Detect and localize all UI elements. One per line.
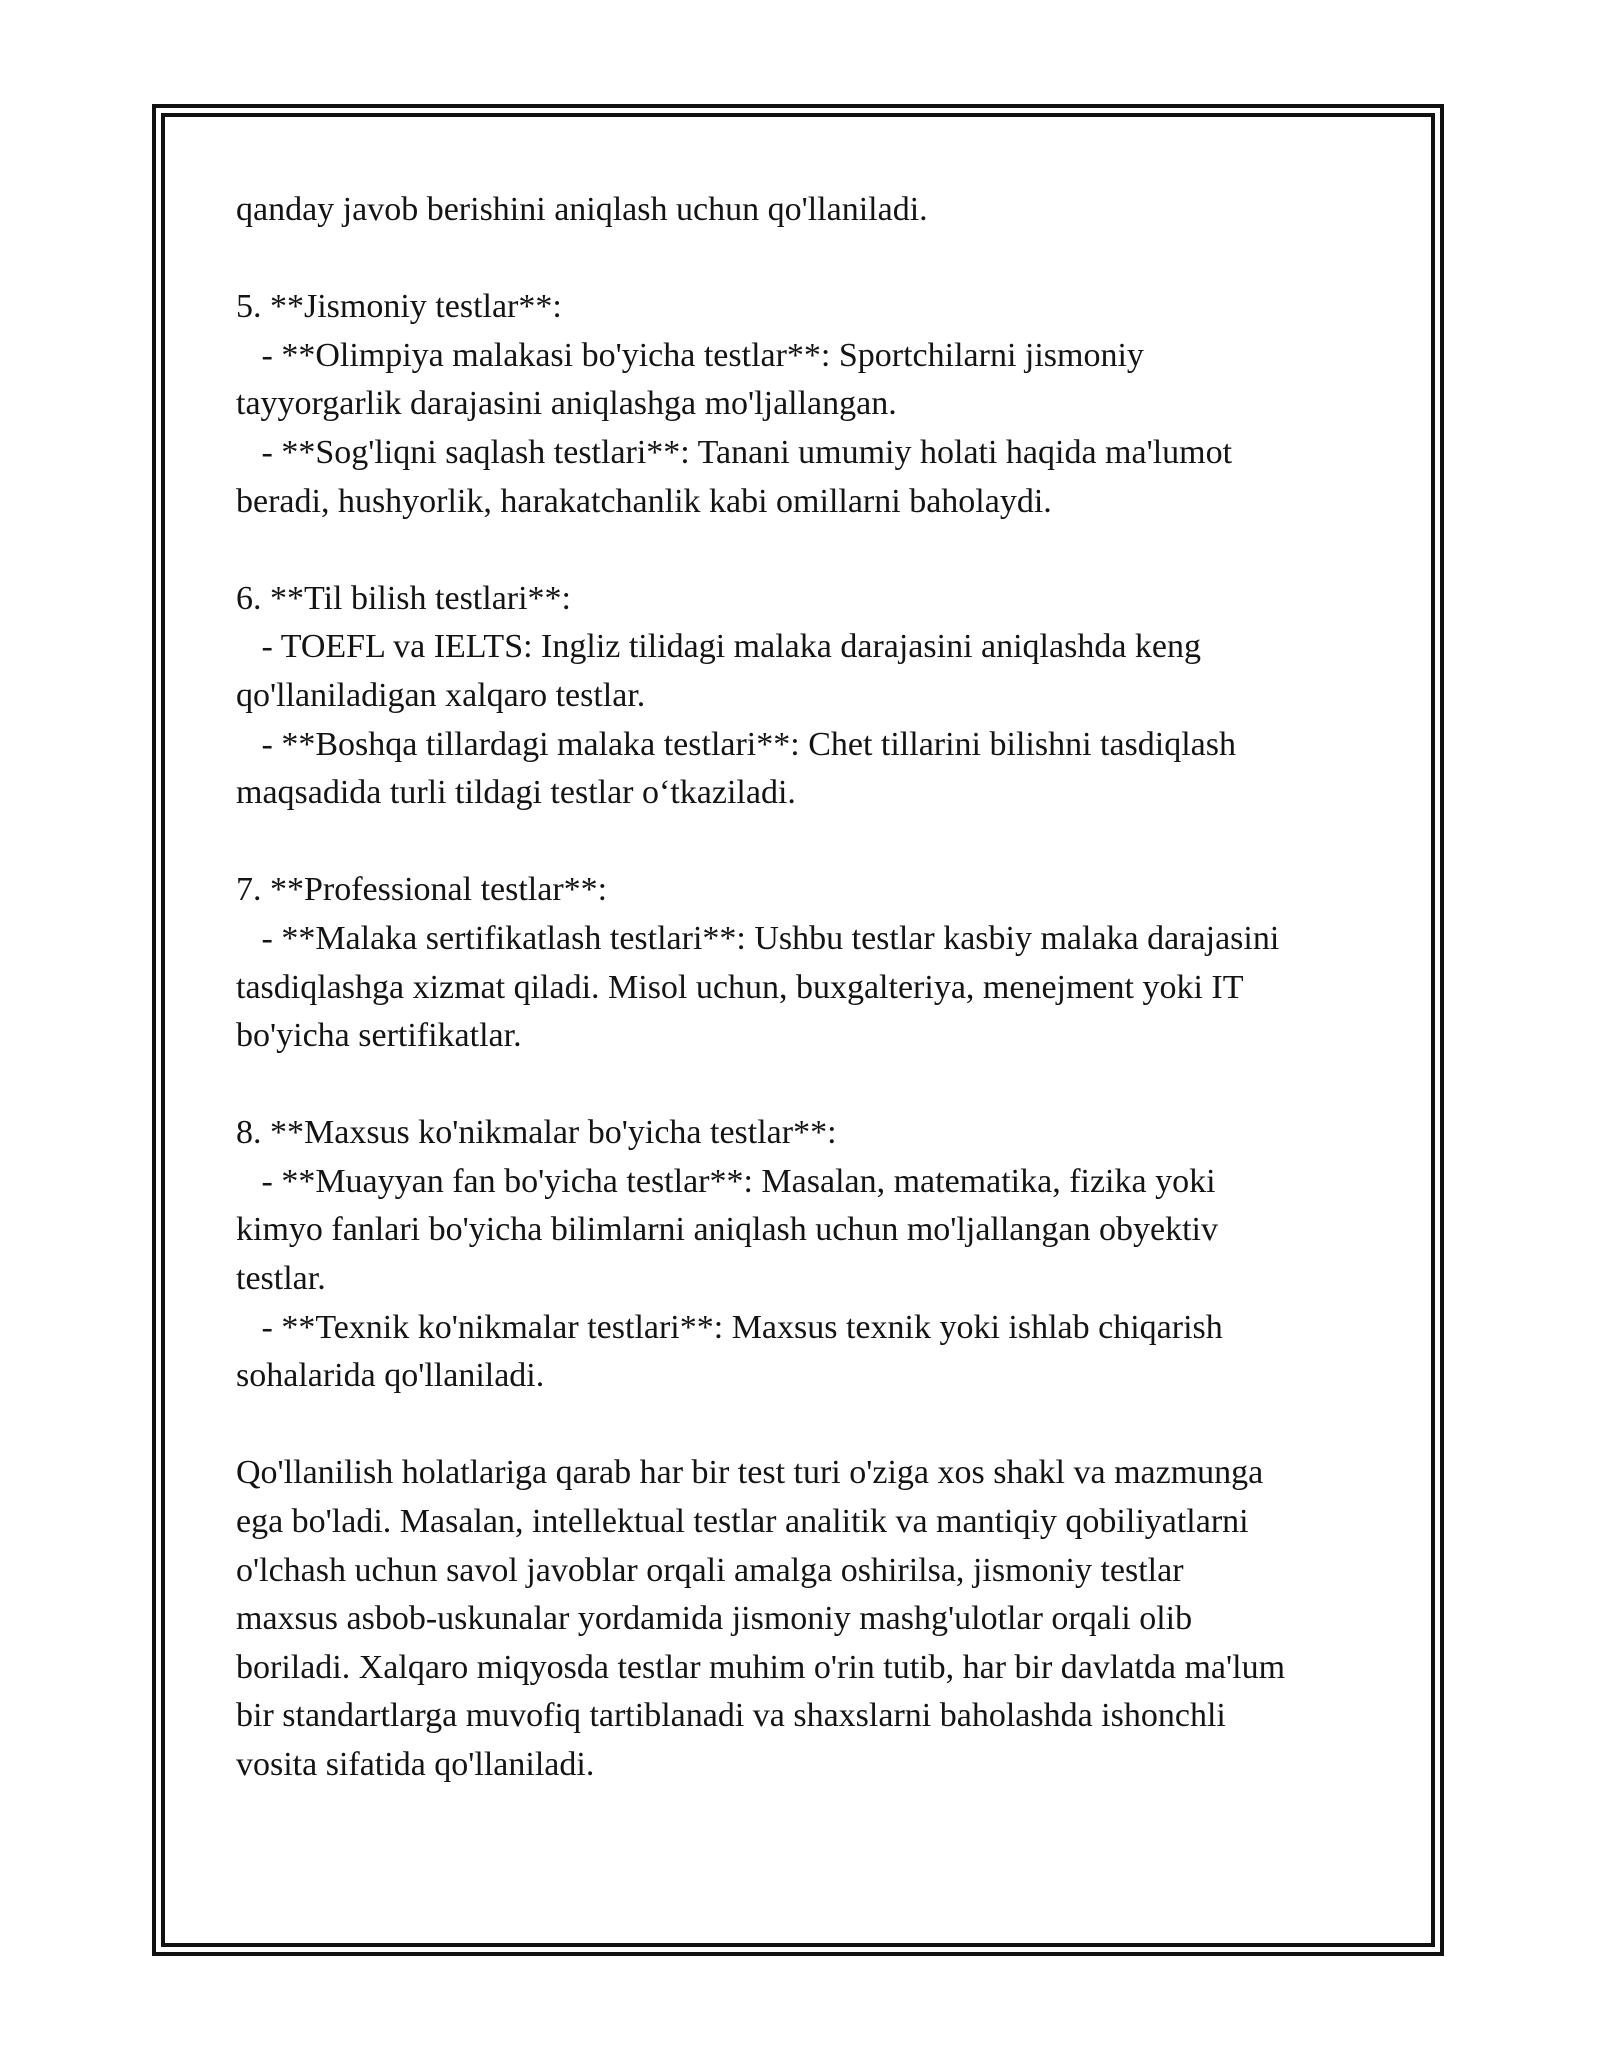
text-line: - TOEFL va IELTS: Ingliz tilidagi malaka darajasini aniqlashda keng xyxy=(236,628,1201,666)
text-line: - **Boshqa tillardagi malaka testlari**: Chet tillarini bilishni tasdiqlash xyxy=(236,725,1236,763)
text-line: - **Malaka sertifikatlash testlari**: Ushbu testlar kasbiy malaka darajasini xyxy=(236,919,1280,957)
text-line: tasdiqlashga xizmat qiladi. Misol uchun, buxgalteriya, menejment yoki IT xyxy=(236,968,1244,1006)
section-heading: 5. **Jismoniy testlar**: xyxy=(236,288,562,326)
paragraph-line: maxsus asbob-uskunalar yordamida jismoniy mashg'ulotlar orqali olib xyxy=(236,1600,1193,1638)
text-line: - **Sog'liqni saqlash testlari**: Tanani umumiy holati haqida ma'lumot xyxy=(236,433,1233,471)
section-heading: 6. **Til bilish testlari**: xyxy=(236,579,572,617)
text-line: - **Texnik ko'nikmalar testlari**: Maxsus texnik yoki ishlab chiqarish xyxy=(236,1308,1223,1346)
text-line: maqsadida turli tildagi testlar o‘tkaziladi. xyxy=(236,774,796,812)
paragraph-line: ega bo'ladi. Masalan, intellektual testlar analitik va mantiqiy qobiliyatlarni xyxy=(236,1503,1249,1541)
section-heading: 7. **Professional testlar**: xyxy=(236,871,608,909)
blank-line xyxy=(236,1061,1386,1110)
paragraph-line: Qo'llanilish holatlariga qarab har bir test turi o'ziga xos shakl va mazmunga xyxy=(236,1454,1264,1492)
text-line: kimyo fanlari bo'yicha bilimlarni aniqlash uchun mo'ljallangan obyektiv xyxy=(236,1211,1218,1249)
text-line: - **Olimpiya malakasi bo'yicha testlar**: Sportchilarni jismoniy xyxy=(236,336,1144,374)
text-line: qo'llaniladigan xalqaro testlar. xyxy=(236,676,646,714)
text-line: - **Muayyan fan bo'yicha testlar**: Masalan, matematika, fizika yoki xyxy=(236,1162,1216,1200)
text-line: qanday javob berishini aniqlash uchun qo'llaniladi. xyxy=(236,191,928,228)
paragraph-line: o'lchash uchun savol javoblar orqali amalga oshirilsa, jismoniy testlar xyxy=(236,1551,1184,1589)
text-line: testlar. xyxy=(236,1260,326,1298)
paragraph-line: vosita sifatida qo'llaniladi. xyxy=(236,1746,595,1783)
blank-line xyxy=(236,526,1386,575)
paragraph-line: boriladi. Xalqaro miqyosda testlar muhim o'rin tutib, har bir davlatda ma'lum xyxy=(236,1648,1286,1686)
text-line: sohalarida qo'llaniladi. xyxy=(236,1357,545,1395)
document-body xyxy=(236,186,1386,1790)
section-heading: 8. **Maxsus ko'nikmalar bo'yicha testlar**: xyxy=(236,1114,837,1152)
text-line: beradi, hushyorlik, harakatchanlik kabi omillarni baholaydi. xyxy=(236,482,1052,520)
blank-line xyxy=(236,818,1386,867)
text-line: tayyorgarlik darajasini aniqlashga mo'ljallangan. xyxy=(236,385,897,423)
text-line: bo'yicha sertifikatlar. xyxy=(236,1017,522,1055)
blank-line xyxy=(236,235,1386,284)
blank-line xyxy=(236,1401,1386,1450)
paragraph-line: bir standartlarga muvofiq tartiblanadi va shaxslarni baholashda ishonchli xyxy=(236,1697,1226,1735)
